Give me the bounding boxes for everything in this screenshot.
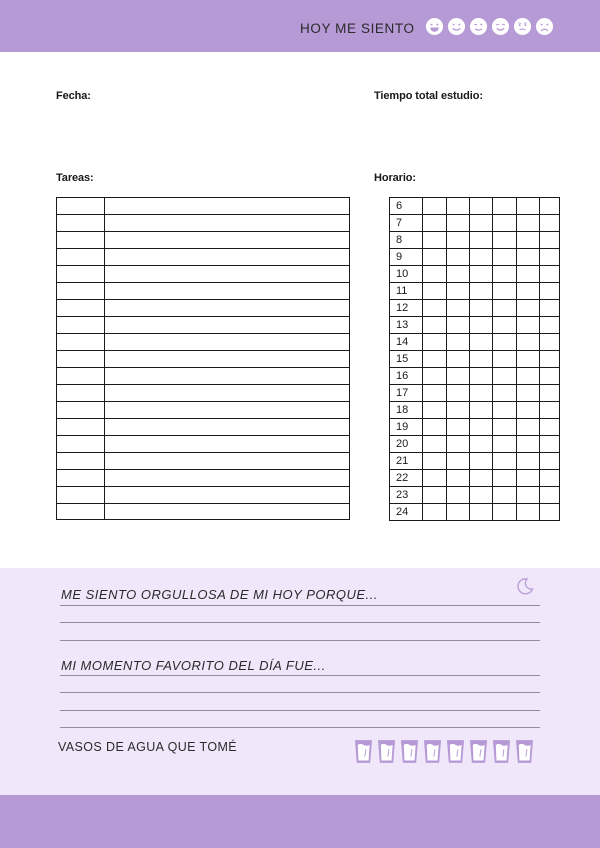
schedule-hour: 7 xyxy=(396,217,403,229)
schedule-row-line xyxy=(390,418,559,419)
winking-face-icon[interactable] xyxy=(469,17,488,36)
schedule-hour: 20 xyxy=(396,438,409,450)
writing-line[interactable] xyxy=(60,692,540,693)
water-glass-icon[interactable] xyxy=(446,739,465,764)
schedule-hour: 15 xyxy=(396,353,409,365)
task-row-line xyxy=(57,486,349,487)
schedule-row-line xyxy=(390,248,559,249)
water-label: VASOS DE AGUA QUE TOMÉ xyxy=(58,740,237,754)
proud-prompt: ME SIENTO ORGULLOSA DE MI HOY PORQUE... xyxy=(61,587,378,602)
water-glass-icon[interactable] xyxy=(469,739,488,764)
schedule-hour: 17 xyxy=(396,387,409,399)
water-glass-icon[interactable] xyxy=(492,739,511,764)
schedule-hour: 6 xyxy=(396,200,403,212)
schedule-row-line xyxy=(390,299,559,300)
task-row-line xyxy=(57,231,349,232)
water-glass-icon[interactable] xyxy=(354,739,373,764)
schedule-hour: 8 xyxy=(396,234,403,246)
schedule-column-line xyxy=(516,198,517,520)
schedule-hour: 14 xyxy=(396,336,409,348)
water-glass-icon[interactable] xyxy=(377,739,396,764)
grinning-face-icon[interactable] xyxy=(425,17,444,36)
skeptical-face-icon[interactable] xyxy=(513,17,532,36)
schedule-hour: 24 xyxy=(396,506,409,518)
sad-face-icon[interactable] xyxy=(535,17,554,36)
task-row-line xyxy=(57,299,349,300)
water-glasses xyxy=(354,739,534,764)
schedule-hour: 12 xyxy=(396,302,409,314)
writing-line[interactable] xyxy=(60,622,540,623)
task-row-line xyxy=(57,401,349,402)
task-row-line xyxy=(57,248,349,249)
writing-line[interactable] xyxy=(60,605,540,606)
schedule-row-line xyxy=(390,384,559,385)
tasks-label: Tareas: xyxy=(56,172,94,184)
writing-line[interactable] xyxy=(60,710,540,711)
footer-band xyxy=(0,795,600,848)
schedule-table[interactable] xyxy=(389,197,560,521)
tasks-table[interactable] xyxy=(56,197,350,520)
mood-title: HOY ME SIENTO xyxy=(300,21,415,36)
task-row-line xyxy=(57,282,349,283)
task-row-line xyxy=(57,265,349,266)
writing-line[interactable] xyxy=(60,675,540,676)
schedule-hour: 13 xyxy=(396,319,409,331)
water-glass-icon[interactable] xyxy=(400,739,419,764)
schedule-hour: 11 xyxy=(396,285,408,297)
task-row-line xyxy=(57,435,349,436)
mood-selector xyxy=(425,17,554,39)
schedule-hour: 21 xyxy=(396,455,409,467)
schedule-row-line xyxy=(390,452,559,453)
schedule-column-line xyxy=(492,198,493,520)
schedule-row-line xyxy=(390,265,559,266)
task-row-line xyxy=(57,469,349,470)
schedule-row-line xyxy=(390,333,559,334)
moon-icon xyxy=(515,576,535,596)
schedule-label: Horario: xyxy=(374,172,416,184)
schedule-row-line xyxy=(390,435,559,436)
schedule-row-line xyxy=(390,282,559,283)
schedule-hour: 19 xyxy=(396,421,409,433)
schedule-row-line xyxy=(390,401,559,402)
writing-line[interactable] xyxy=(60,640,540,641)
task-row-line xyxy=(57,384,349,385)
task-row-line xyxy=(57,503,349,504)
schedule-column-line xyxy=(539,198,540,520)
schedule-row-line xyxy=(390,316,559,317)
schedule-hour: 16 xyxy=(396,370,409,382)
water-glass-icon[interactable] xyxy=(423,739,442,764)
schedule-column-line xyxy=(446,198,447,520)
smiling-face-icon[interactable] xyxy=(447,17,466,36)
schedule-hour: 10 xyxy=(396,268,409,280)
schedule-row-line xyxy=(390,503,559,504)
task-row-line xyxy=(57,316,349,317)
schedule-hour: 23 xyxy=(396,489,409,501)
schedule-row-line xyxy=(390,486,559,487)
task-row-line xyxy=(57,214,349,215)
schedule-hour: 22 xyxy=(396,472,409,484)
schedule-hour: 18 xyxy=(396,404,409,416)
schedule-row-line xyxy=(390,214,559,215)
schedule-row-line xyxy=(390,367,559,368)
task-row-line xyxy=(57,418,349,419)
schedule-row-line xyxy=(390,469,559,470)
schedule-column-line xyxy=(469,198,470,520)
schedule-row-line xyxy=(390,350,559,351)
schedule-hour: 9 xyxy=(396,251,403,263)
date-label: Fecha: xyxy=(56,90,91,102)
favorite-moment-prompt: MI MOMENTO FAVORITO DEL DÍA FUE... xyxy=(61,658,326,673)
task-row-line xyxy=(57,333,349,334)
study-time-label: Tiempo total estudio: xyxy=(374,90,483,102)
task-row-line xyxy=(57,452,349,453)
task-row-line xyxy=(57,367,349,368)
tasks-column-divider xyxy=(104,198,105,519)
writing-line[interactable] xyxy=(60,727,540,728)
happy-face-icon[interactable] xyxy=(491,17,510,36)
schedule-column-line xyxy=(422,198,423,520)
water-glass-icon[interactable] xyxy=(515,739,534,764)
schedule-row-line xyxy=(390,231,559,232)
task-row-line xyxy=(57,350,349,351)
